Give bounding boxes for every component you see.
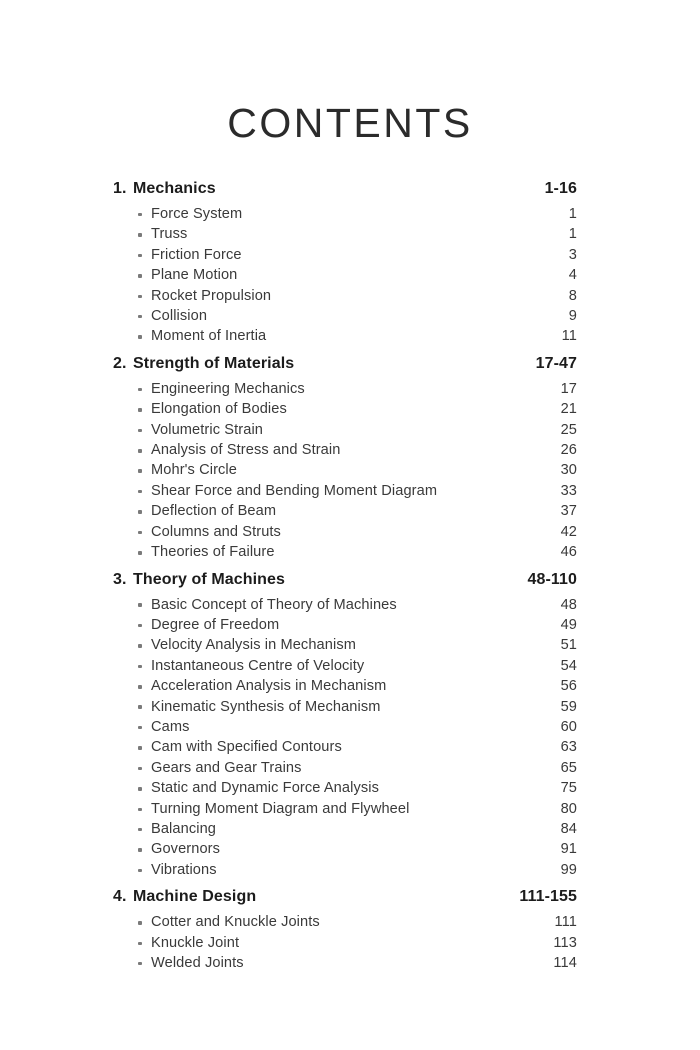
- toc-item: [113, 737, 577, 757]
- toc-item: [113, 245, 577, 265]
- item-label: Friction Force: [151, 246, 242, 263]
- bullet-icon: [138, 921, 142, 925]
- toc-item: [113, 481, 577, 501]
- item-page-number: 80: [560, 800, 577, 817]
- bullet-icon: [138, 388, 142, 392]
- item-page-number: 11: [561, 328, 577, 345]
- item-page-number: 8: [568, 287, 577, 304]
- bullet-icon: [138, 624, 142, 628]
- toc-item: [113, 912, 577, 932]
- item-page-number: 65: [560, 759, 577, 776]
- toc-item: [113, 839, 577, 859]
- item-label: Governors: [151, 841, 221, 858]
- section-number: 4.: [113, 888, 127, 906]
- bullet-icon: [138, 603, 142, 607]
- section-number: 2.: [113, 354, 127, 372]
- item-label: Turning Moment Diagram and Flywheel: [151, 800, 410, 817]
- toc-item: [113, 224, 577, 244]
- section-number: 1.: [113, 180, 127, 197]
- item-page-number: 114: [553, 955, 577, 971]
- item-page-number: 46: [560, 544, 577, 561]
- item-label: Columns and Struts: [151, 523, 281, 540]
- item-label: Cams: [151, 718, 190, 735]
- toc-item: [113, 460, 577, 480]
- bullet-icon: [138, 531, 142, 535]
- section-page-range: 48-110: [527, 570, 577, 588]
- item-label: Force System: [151, 206, 243, 222]
- bullet-icon: [138, 274, 142, 278]
- bullet-icon: [138, 685, 142, 689]
- toc-section: [113, 887, 577, 973]
- item-label: Basic Concept of Theory of Machines: [151, 596, 397, 613]
- item-label: Static and Dynamic Force Analysis: [151, 780, 379, 797]
- item-label: Instantaneous Centre of Velocity: [151, 657, 365, 674]
- toc-item: [113, 799, 577, 819]
- toc-item: [113, 717, 577, 737]
- bullet-icon: [138, 315, 142, 319]
- item-label: Theories of Failure: [151, 544, 275, 561]
- item-page-number: 75: [560, 780, 577, 797]
- bullet-icon: [138, 449, 142, 453]
- bullet-icon: [138, 726, 142, 730]
- item-label: Degree of Freedom: [151, 616, 280, 633]
- section-header: [113, 887, 577, 907]
- toc-item: [113, 522, 577, 542]
- toc-item: [113, 778, 577, 798]
- item-label: Engineering Mechanics: [151, 380, 305, 397]
- item-page-number: 1: [568, 206, 577, 222]
- item-page-number: 59: [560, 698, 577, 715]
- item-page-number: 56: [560, 678, 577, 695]
- toc-item: [113, 204, 577, 224]
- item-page-number: 1: [568, 226, 577, 243]
- bullet-icon: [138, 705, 142, 709]
- toc-item: [113, 501, 577, 521]
- item-page-number: 111: [554, 914, 577, 931]
- toc-item: [113, 420, 577, 440]
- section-title: Strength of Materials: [133, 354, 295, 372]
- toc-item: [113, 326, 577, 346]
- item-label: Gears and Gear Trains: [151, 759, 302, 776]
- item-page-number: 49: [560, 616, 577, 633]
- bullet-icon: [138, 254, 142, 258]
- toc-item: [113, 933, 577, 953]
- bullet-icon: [138, 644, 142, 648]
- item-label: Mohr's Circle: [151, 462, 237, 479]
- toc-item: [113, 635, 577, 655]
- item-page-number: 9: [568, 308, 577, 325]
- bullet-icon: [138, 808, 142, 812]
- item-label: Rocket Propulsion: [151, 287, 272, 304]
- item-page-number: 21: [560, 401, 577, 418]
- item-label: Deflection of Beam: [151, 503, 277, 520]
- section-page-range: 111-155: [519, 888, 577, 906]
- toc-item: [113, 860, 577, 880]
- toc-item: [113, 286, 577, 306]
- item-label: Collision: [151, 308, 208, 325]
- item-label: Cotter and Knuckle Joints: [151, 914, 320, 931]
- bullet-icon: [138, 490, 142, 494]
- item-page-number: 91: [560, 841, 577, 858]
- bullet-icon: [138, 335, 142, 339]
- item-label: Volumetric Strain: [151, 421, 264, 438]
- item-page-number: 3: [568, 246, 577, 263]
- item-page-number: 25: [560, 421, 577, 438]
- item-page-number: 84: [560, 820, 577, 837]
- toc-item: [113, 306, 577, 326]
- item-page-number: 48: [560, 596, 577, 613]
- bullet-icon: [138, 767, 142, 771]
- toc-item: [113, 819, 577, 839]
- item-label: Welded Joints: [151, 955, 244, 971]
- item-page-number: 4: [568, 267, 577, 284]
- item-label: Velocity Analysis in Mechanism: [151, 637, 356, 654]
- item-page-number: 33: [560, 482, 577, 499]
- bullet-icon: [138, 408, 142, 412]
- bullet-icon: [138, 848, 142, 852]
- section-title: Machine Design: [133, 888, 257, 906]
- item-label: Plane Motion: [151, 267, 238, 284]
- item-page-number: 60: [560, 718, 577, 735]
- item-page-number: 17: [560, 380, 577, 397]
- section-header: [113, 570, 577, 590]
- bullet-icon: [138, 510, 142, 514]
- toc-item: [113, 615, 577, 635]
- item-page-number: 113: [553, 934, 577, 951]
- toc-section: [113, 570, 577, 881]
- bullet-icon: [138, 962, 142, 966]
- toc-item: [113, 697, 577, 717]
- bullet-icon: [138, 869, 142, 873]
- toc-item: [113, 542, 577, 562]
- section-number: 3.: [113, 570, 127, 588]
- bullet-icon: [138, 213, 142, 217]
- item-label: Kinematic Synthesis of Mechanism: [151, 698, 381, 715]
- item-label: Vibrations: [151, 861, 217, 878]
- toc-item: [113, 676, 577, 696]
- item-label: Balancing: [151, 820, 216, 837]
- toc-item: [113, 953, 577, 973]
- bullet-icon: [138, 469, 142, 473]
- toc-section: [113, 354, 577, 563]
- item-label: Knuckle Joint: [151, 934, 240, 951]
- bullet-icon: [138, 233, 142, 237]
- bullet-icon: [138, 942, 142, 946]
- item-label: Shear Force and Bending Moment Diagram: [151, 482, 438, 499]
- section-page-range: 17-47: [535, 354, 577, 372]
- item-label: Analysis of Stress and Strain: [151, 442, 341, 459]
- section-header: [113, 354, 577, 374]
- toc-item: [113, 379, 577, 399]
- section-header: [113, 179, 577, 199]
- toc-item: [113, 758, 577, 778]
- item-page-number: 63: [560, 739, 577, 756]
- section-title: Theory of Machines: [133, 570, 286, 588]
- item-page-number: 99: [560, 861, 577, 878]
- item-page-number: 30: [560, 462, 577, 479]
- bullet-icon: [138, 746, 142, 750]
- bullet-icon: [138, 665, 142, 669]
- item-label: Moment of Inertia: [151, 328, 267, 345]
- item-page-number: 37: [560, 503, 577, 520]
- bullet-icon: [138, 828, 142, 832]
- item-page-number: 54: [560, 657, 577, 674]
- item-label: Elongation of Bodies: [151, 401, 287, 418]
- item-label: Acceleration Analysis in Mechanism: [151, 678, 387, 695]
- toc-section: [113, 179, 577, 347]
- section-title: Mechanics: [133, 180, 216, 197]
- bullet-icon: [138, 787, 142, 791]
- bullet-icon: [138, 429, 142, 433]
- toc-item: [113, 399, 577, 419]
- page-title: CONTENTS: [227, 100, 473, 146]
- item-label: Cam with Specified Contours: [151, 739, 342, 756]
- toc-item: [113, 440, 577, 460]
- bullet-icon: [138, 551, 142, 555]
- toc-item: [113, 656, 577, 676]
- section-page-range: 1-16: [544, 180, 577, 197]
- item-page-number: 51: [560, 637, 577, 654]
- item-label: Truss: [151, 226, 188, 243]
- item-page-number: 42: [560, 523, 577, 540]
- bullet-icon: [138, 295, 142, 299]
- toc-item: [113, 265, 577, 285]
- toc: [113, 146, 577, 973]
- item-page-number: 26: [560, 442, 577, 459]
- toc-item: [113, 595, 577, 615]
